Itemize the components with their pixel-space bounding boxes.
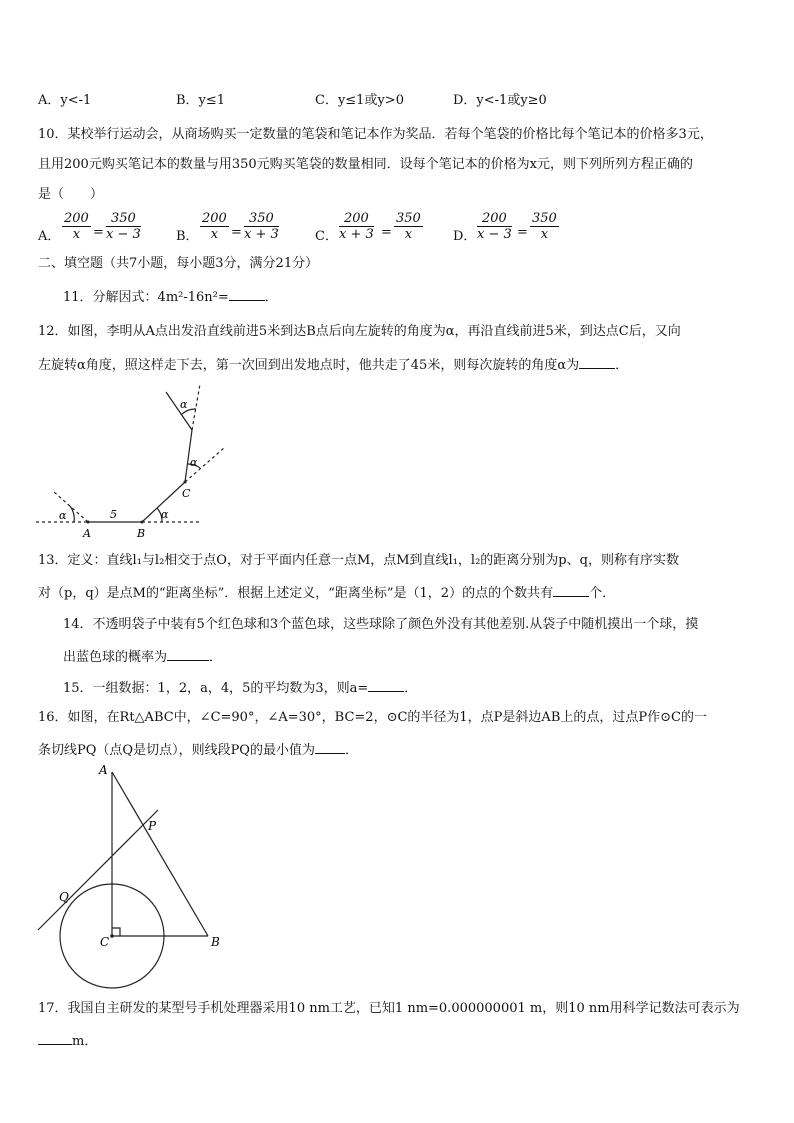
q10-option-b-frac-right: $\frac{350}{x + 3}$ bbox=[244, 211, 279, 242]
q12-fig-label-b: B bbox=[137, 527, 146, 540]
q10-line-3: 是（ ） bbox=[38, 187, 104, 202]
q17-end: m． bbox=[72, 1034, 98, 1049]
q9-option-d: D．y<-1或y≥0 bbox=[453, 93, 547, 108]
q12-fig-label-c: C bbox=[182, 487, 191, 500]
q16-fig-label-q: Q bbox=[59, 890, 69, 904]
q12-line-2-text: 左旋转α角度，照这样走下去，第一次回到出发地点时，他共走了45米，则每次旋转的角度α为 bbox=[38, 358, 580, 373]
q12-answer-blank[interactable] bbox=[579, 356, 615, 369]
q14-answer-blank[interactable] bbox=[167, 648, 209, 661]
q12-end: ． bbox=[615, 358, 629, 373]
q17-line-1: 17．我国自主研发的某型号手机处理器采用10 nm工艺，已知1 nm=0.000000001 m，则10 nm用科学记数法可表示为 bbox=[38, 1001, 740, 1016]
q11-end: ． bbox=[264, 290, 278, 305]
q11 bbox=[63, 288, 278, 306]
q10-option-a-equals: = bbox=[93, 225, 104, 240]
q16-fig-label-p: P bbox=[148, 819, 157, 833]
q16-fig-side-ab bbox=[112, 772, 208, 936]
q16-line-2-text: 条切线PQ（点Q是切点），则线段PQ的最小值为 bbox=[38, 743, 315, 758]
q9-option-c: C．y≤1或y>0 bbox=[315, 93, 404, 108]
q16-fig-point-c bbox=[110, 934, 114, 938]
q10-option-b-frac-left: $\frac{200}{x}$ bbox=[202, 211, 227, 242]
q10-option-b-equals: = bbox=[231, 225, 242, 240]
q10-option-a-frac-right: $\frac{350}{x - 3}$ bbox=[106, 211, 141, 242]
q12-fig-point-b bbox=[141, 521, 144, 524]
q17-line-2 bbox=[38, 1032, 97, 1050]
q15-text: 15．一组数据：1，2，a，4，5的平均数为3，则a= bbox=[63, 681, 369, 696]
q12-fig-label-alpha-d: α bbox=[180, 398, 188, 411]
q9-option-a: A．y<-1 bbox=[38, 93, 92, 108]
q12-fig-label-length: 5 bbox=[110, 508, 117, 521]
q12-fig-label-a: A bbox=[83, 527, 91, 540]
q12-fig-label-alpha-c: α bbox=[190, 456, 198, 469]
q10-option-d-frac-right: $\frac{350}{x}$ bbox=[532, 211, 557, 242]
q12-fig-segment-de bbox=[166, 392, 192, 430]
q9-option-b: B．y≤1 bbox=[176, 93, 226, 108]
q10-line-1: 10．某校举行运动会，从商场购买一定数量的笔袋和笔记本作为奖品．若每个笔袋的价格比每个笔记本的价格多3元， bbox=[38, 127, 713, 142]
q15-answer-blank[interactable] bbox=[368, 679, 404, 692]
q13-answer-blank[interactable] bbox=[553, 584, 589, 597]
q10-option-d-frac-left: $\frac{200}{x - 3}$ bbox=[477, 211, 512, 242]
q10-option-c-equals: = bbox=[381, 225, 392, 240]
q16-figure bbox=[32, 760, 232, 992]
q16-fig-tangent-line bbox=[38, 810, 158, 930]
q10-line-2: 且用200元购买笔记本的数量与用350元购买笔袋的数量相同．设每个笔记本的价格为x元，则下列所列方程正确的 bbox=[38, 157, 693, 172]
q10-option-a-frac-left: $\frac{200}{x}$ bbox=[64, 211, 89, 242]
q12-fig-angle-arc-a bbox=[70, 506, 74, 522]
q10-option-c-frac-left: $\frac{200}{x + 3}$ bbox=[339, 211, 374, 242]
q12-line-1: 12．如图，李明从A点出发沿直线前进5米到达B点后向左旋转的角度为α，再沿直线前进5米，到达点C后，又向 bbox=[38, 324, 681, 339]
q13-end: 个． bbox=[589, 586, 616, 601]
q10-option-c-frac-right: $\frac{350}{x}$ bbox=[396, 211, 421, 242]
section-heading-fill-in: 二、填空题（共7小题，每小题3分，满分21分） bbox=[38, 256, 319, 271]
q11-text: 11．分解因式：4m²-16n²= bbox=[63, 290, 229, 305]
q14-line-2-text: 出蓝色球的概率为 bbox=[63, 650, 168, 665]
q13-line-2-text: 对（p，q）是点M的“距离坐标”．根据上述定义，“距离坐标”是（1，2）的点的个数共有 bbox=[38, 586, 554, 601]
q10-option-d-label: D． bbox=[453, 229, 477, 244]
q15 bbox=[63, 679, 417, 697]
q12-fig-label-alpha-a: α bbox=[59, 509, 67, 522]
q12-fig-point-a bbox=[87, 521, 90, 524]
q16-end: ． bbox=[344, 743, 358, 758]
q10-option-c-label: C． bbox=[315, 229, 338, 244]
q16-fig-label-a: A bbox=[99, 763, 108, 777]
q12-fig-label-alpha-b: α bbox=[161, 508, 169, 521]
q14-end: ． bbox=[209, 650, 223, 665]
q16-fig-label-c: C bbox=[100, 935, 110, 949]
q16-fig-label-b: B bbox=[211, 935, 220, 949]
q10-option-d-equals: = bbox=[517, 225, 528, 240]
q13-line-2 bbox=[38, 584, 615, 602]
q12-fig-dashed-d-extension bbox=[192, 384, 200, 430]
q11-answer-blank[interactable] bbox=[229, 288, 265, 301]
q16-line-2 bbox=[38, 741, 358, 759]
q10-option-b-label: B． bbox=[176, 229, 199, 244]
q15-end: ． bbox=[404, 681, 418, 696]
q16-answer-blank[interactable] bbox=[315, 741, 345, 754]
q10-option-a-label: A． bbox=[38, 229, 61, 244]
q14-line-1: 14．不透明袋子中装有5个红色球和3个蓝色球，这些球除了颜色外没有其他差别.从袋子中随机摸出一个球，摸 bbox=[63, 617, 699, 632]
q14-line-2 bbox=[63, 648, 222, 666]
q12-line-2 bbox=[38, 356, 628, 374]
q13-line-1: 13．定义：直线l₁与l₂相交于点O，对于平面内任意一点M，点M到直线l₁，l₂的距离分别为p、q，则称有序实数 bbox=[38, 553, 679, 568]
q16-line-1: 16．如图，在Rt△ABC中，∠C=90°，∠A=30°，BC=2，⊙C的半径为1，点P是斜边AB上的点，过点P作⊙C的一 bbox=[38, 710, 707, 725]
q12-fig-point-c bbox=[184, 481, 187, 484]
q12-figure bbox=[30, 382, 235, 540]
q17-answer-blank[interactable] bbox=[38, 1032, 72, 1045]
